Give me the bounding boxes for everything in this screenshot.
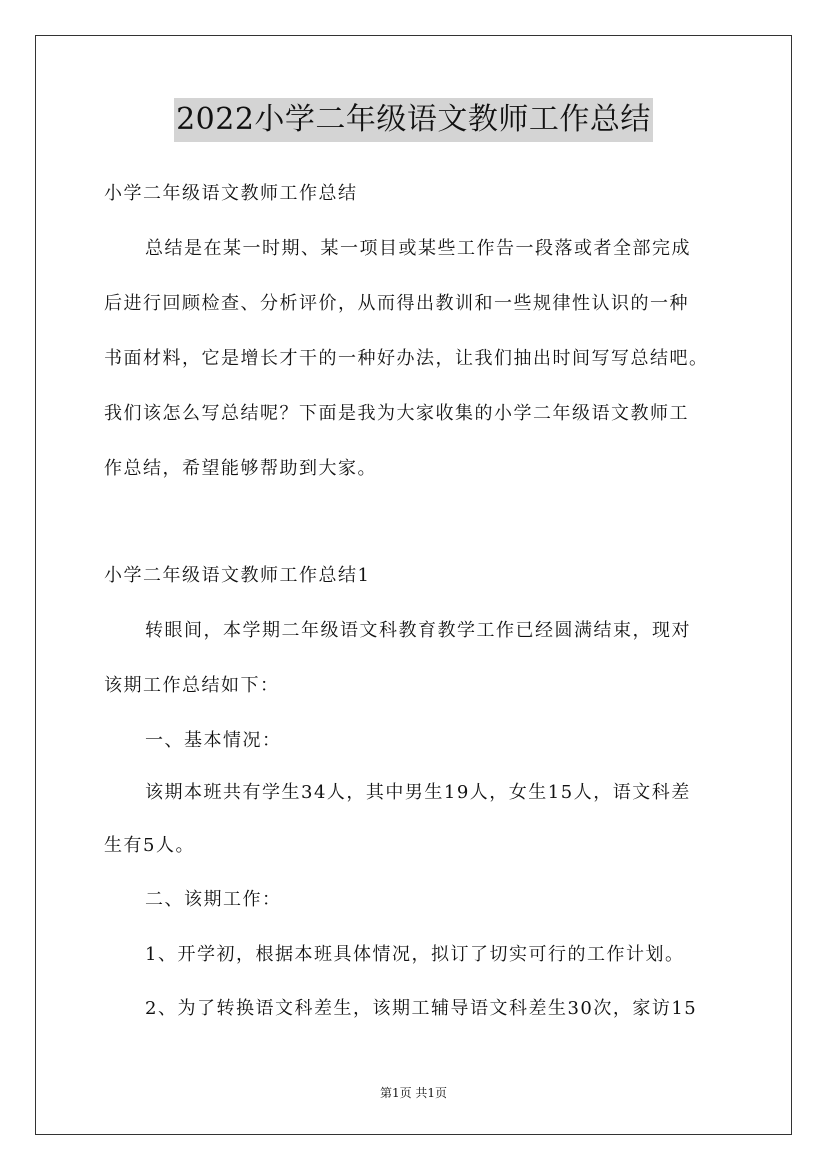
document-title-text: 2022小学二年级语文教师工作总结 — [174, 98, 653, 142]
paragraph-line: 总结是在某一时期、某一项目或某些工作告一段落或者全部完成 — [145, 238, 691, 259]
paragraph-line: 后进行回顾检查、分析评价，从而得出教训和一些规律性认识的一种 — [104, 293, 689, 314]
paragraph-line: 该期本班共有学生34人，其中男生19人，女生15人，语文科差 — [145, 782, 691, 803]
paragraph-line: 转眼间，本学期二年级语文科教育教学工作已经圆满结束，现对 — [145, 620, 691, 641]
subheading: 二、该期工作： — [145, 889, 282, 910]
section-heading: 小学二年级语文教师工作总结1 — [104, 565, 371, 586]
paragraph-line: 该期工作总结如下： — [104, 675, 280, 696]
paragraph-line: 作总结，希望能够帮助到大家。 — [104, 458, 377, 479]
document-title — [0, 98, 827, 142]
subheading: 一、基本情况： — [145, 730, 282, 751]
section-heading: 小学二年级语文教师工作总结 — [104, 183, 358, 204]
paragraph-line: 书面材料，它是增长才干的一种好办法，让我们抽出时间写写总结吧。 — [104, 348, 709, 369]
paragraph-line: 2、为了转换语文科差生，该期工辅导语文科差生30次，家访15 — [145, 998, 698, 1019]
paragraph-line: 生有5人。 — [104, 835, 195, 856]
page-footer: 第1页 共1页 — [379, 1086, 448, 1100]
paragraph-line: 我们该怎么写总结呢？下面是我为大家收集的小学二年级语文教师工 — [104, 403, 689, 424]
paragraph-line: 1、开学初，根据本班具体情况，拟订了切实可行的工作计划。 — [145, 944, 685, 965]
